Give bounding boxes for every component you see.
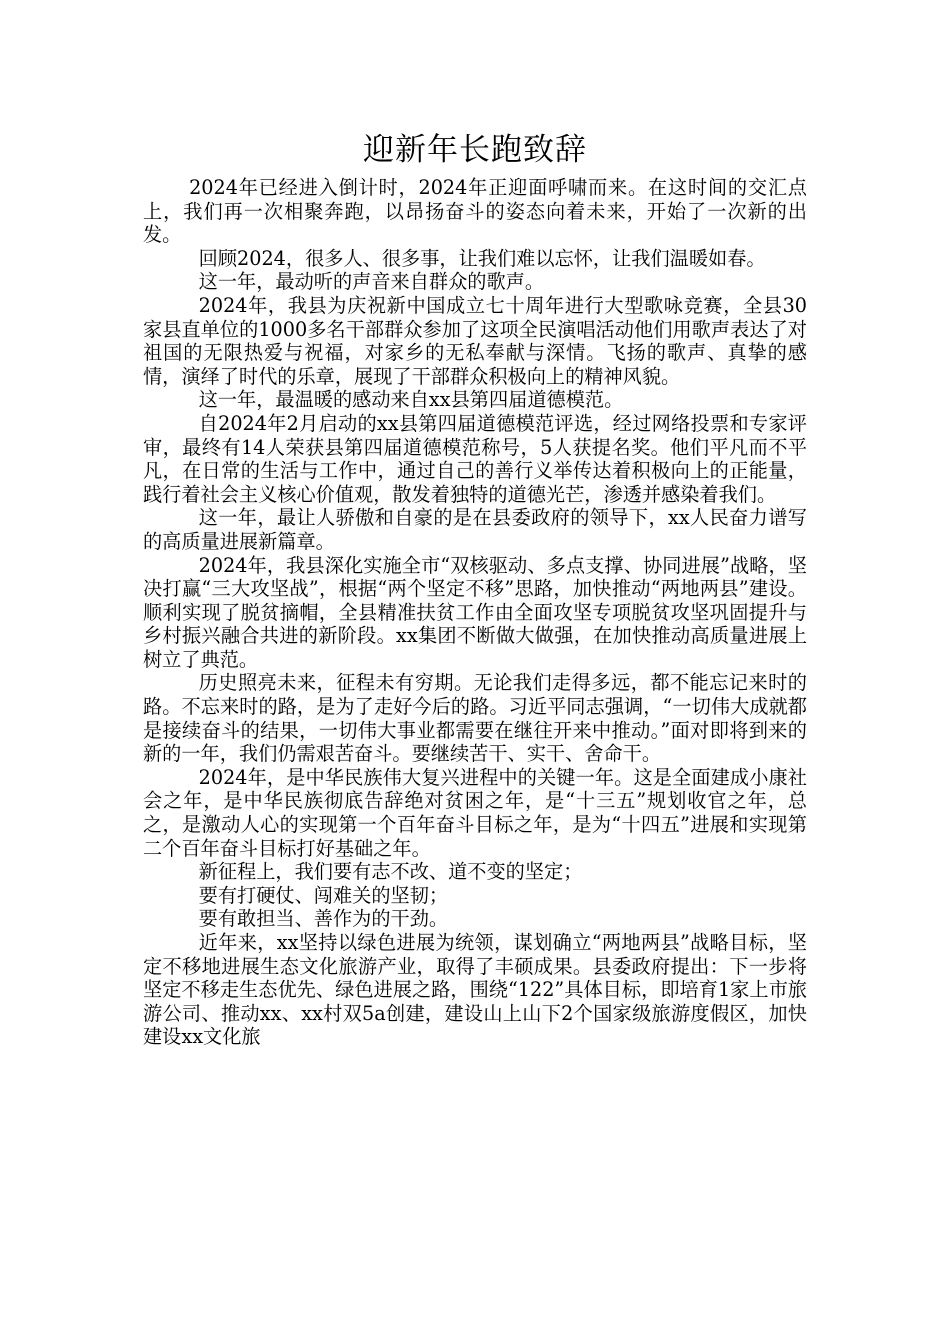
paragraph: 要有打硬仗、闯难关的坚韧； (198, 883, 449, 907)
paragraph: 回顾2024，很多人、很多事，让我们难以忘怀，让我们温暖如春。 (198, 246, 766, 270)
paragraph: 2024年，是中华民族伟大复兴进程中的关键一年。这是全面建成小康社会之年，是中华民族彻底告辞绝对贫困之年，是“十三五”规划收官之年，总之，是激动人心的实现第一个百年奋斗目标之年，是为“十四五”进展和实现第二个百年奋斗目标打好基础之年。 (143, 765, 807, 860)
paragraph: 这一年，最温暖的感动来自xx县第四届道德模范。 (198, 388, 624, 412)
document-title: 迎新年长跑致辞 (363, 132, 587, 168)
paragraph: 新征程上，我们要有志不改、道不变的坚定； (198, 860, 583, 884)
paragraph: 2024年，我县深化实施全市“双核驱动、多点支撑、协同进展”战略，坚决打赢“三大攻坚战”，根据“两个坚定不移”思路，加快推动“两地两县”建设。顺利实现了脱贫摘帽，全县精准扶贫工作由全面攻坚专项脱贫攻坚巩固提升与乡村振兴融合共进的新阶段。xx集团不断做大做强，在加快推动高质量进展上树立了典范。 (143, 553, 807, 671)
paragraph: 2024年，我县为庆祝新中国成立七十周年进行大型歌咏竞赛，全县30家县直单位的1000多名干部群众参加了这项全民演唱活动他们用歌声表达了对祖国的无限热爱与祝福，对家乡的无私奉献与深情。飞扬的歌声、真挚的感情，演绎了时代的乐章，展现了干部群众积极向上的精神风貌。 (143, 293, 807, 388)
paragraph: 这一年，最让人骄傲和自豪的是在县委政府的领导下，xx人民奋力谱写的高质量进展新篇章。 (143, 506, 807, 553)
paragraph: 2024年已经进入倒计时，2024年正迎面呼啸而来。在这时间的交汇点上，我们再一次相聚奔跑，以昂扬奋斗的姿态向着未来，开始了一次新的出发。 (143, 176, 807, 247)
paragraph: 自2024年2月启动的xx县第四届道德模范评选，经过网络投票和专家评审，最终有14人荣获县第四届道德模范称号，5人获提名奖。他们平凡而不平凡，在日常的生活与工作中，通过自己的善行义举传达着积极向上的正能量，践行着社会主义核心价值观，散发着独特的道德光芒，渗透并感染着我们。 (143, 411, 807, 506)
document-body (143, 176, 807, 1049)
paragraph: 要有敢担当、善作为的干劲。 (198, 907, 449, 931)
paragraph: 这一年，最动听的声音来自群众的歌声。 (198, 270, 545, 294)
paragraph: 历史照亮未来，征程未有穷期。无论我们走得多远，都不能忘记来时的路。不忘来时的路，是为了走好今后的路。习近平同志强调，“一切伟大成就都是接续奋斗的结果，一切伟大事业都需要在继往开来中推动。”面对即将到来的新的一年，我们仍需艰苦奋斗。要继续苦干、实干、舍命干。 (143, 671, 807, 766)
paragraph: 近年来，xx坚持以绿色进展为统领，谋划确立“两地两县”战略目标，坚定不移地进展生态文化旅游产业，取得了丰硕成果。县委政府提出：下一步将坚定不移走生态优先、绿色进展之路，围绕“122”具体目标，即培育1家上市旅游公司、推动xx、xx村双5a创建，建设山上山下2个国家级旅游度假区，加快建设xx文化旅 (143, 931, 807, 1049)
